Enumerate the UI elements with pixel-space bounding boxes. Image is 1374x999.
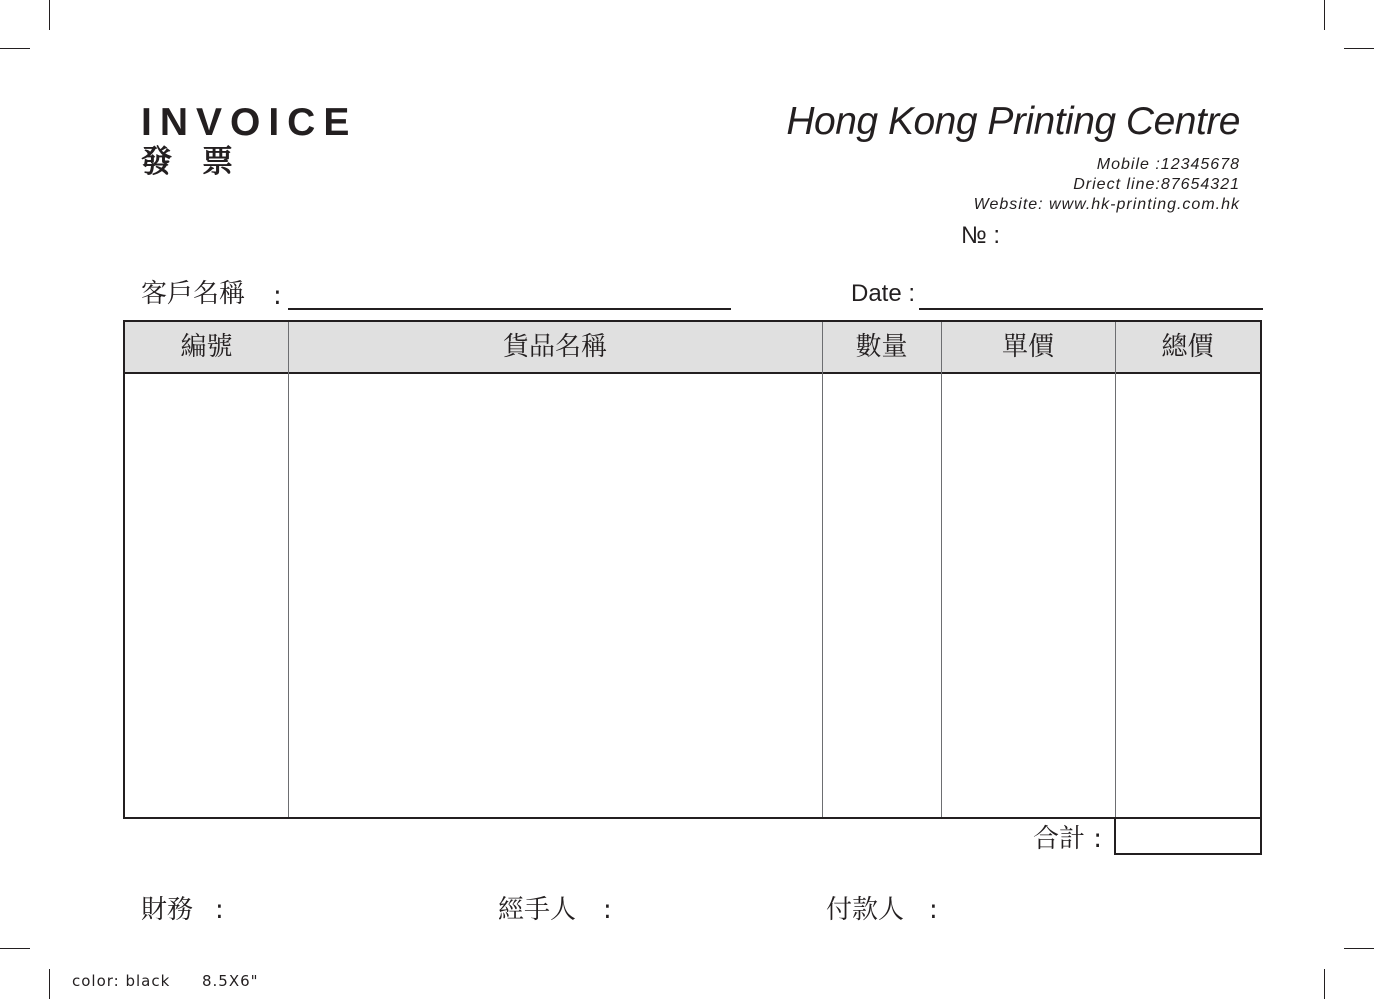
customer-colon: : xyxy=(273,281,282,311)
grand-total-box[interactable] xyxy=(1114,817,1262,855)
crop-mark xyxy=(0,48,30,49)
grand-total-label: 合計 : xyxy=(1033,824,1103,854)
handler-label: 經手人 xyxy=(498,895,577,925)
column-header-quantity: 數量 xyxy=(855,332,908,362)
column-header-product-name: 貨品名稱 xyxy=(502,332,607,362)
column-divider xyxy=(822,322,823,817)
invoice-table xyxy=(123,320,1262,819)
crop-mark xyxy=(1324,969,1325,999)
finance-colon: : xyxy=(215,895,224,925)
invoice-title-chinese: 發票 xyxy=(141,144,263,180)
crop-mark xyxy=(49,969,50,999)
column-divider xyxy=(941,322,942,817)
payer-colon: : xyxy=(929,895,938,925)
column-header-total-price: 總價 xyxy=(1161,332,1214,362)
crop-mark xyxy=(0,948,30,949)
date-label: Date : xyxy=(851,280,916,307)
finance-label: 財務 xyxy=(141,895,194,925)
crop-mark xyxy=(1324,0,1325,30)
crop-mark xyxy=(1344,948,1374,949)
table-header xyxy=(125,322,1260,374)
invoice-number-label: № : xyxy=(961,222,1001,249)
print-size-spec: 8.5X6" xyxy=(202,972,259,990)
crop-mark xyxy=(1344,48,1374,49)
payer-label: 付款人 xyxy=(826,895,905,925)
customer-name-label: 客戶名稱 xyxy=(141,279,246,309)
website: Website: www.hk-printing.com.hk xyxy=(973,196,1240,213)
column-header-item-number: 編號 xyxy=(180,332,233,362)
crop-mark xyxy=(49,0,50,30)
company-name: Hong Kong Printing Centre xyxy=(786,100,1240,143)
invoice-title: INVOICE xyxy=(141,101,358,144)
date-line[interactable] xyxy=(919,308,1263,310)
customer-name-line[interactable] xyxy=(288,308,731,310)
column-divider xyxy=(1115,322,1116,817)
column-header-unit-price: 單價 xyxy=(1001,332,1054,362)
handler-colon: : xyxy=(603,895,612,925)
print-color-spec: color: black xyxy=(72,972,171,990)
mobile-number: Mobile :12345678 xyxy=(1096,156,1240,173)
direct-line: Driect line:87654321 xyxy=(1073,176,1240,193)
column-divider xyxy=(288,322,289,817)
